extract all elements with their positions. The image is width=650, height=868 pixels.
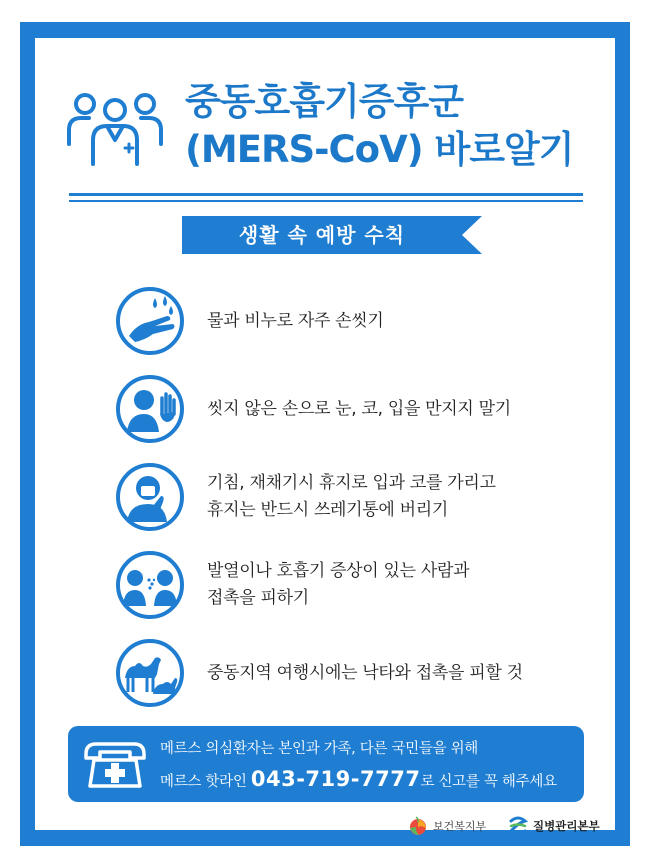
- hotline-box: [68, 726, 584, 802]
- rule-text: [207, 638, 523, 708]
- avoid-contact-icon: [115, 550, 185, 620]
- hotline-prefix: 메르스 핫라인: [160, 774, 251, 790]
- hotline-line-1: 메르스 의심환자는 본인과 가족, 다른 국민들을 위해: [160, 741, 479, 757]
- hotline-number[interactable]: 043-719-7777: [250, 767, 421, 791]
- section-banner-label: 생활 속 예방 수칙: [238, 223, 406, 247]
- kcdc-logo: [507, 814, 600, 838]
- hotline-suffix: 로 신고를 꼭 해주세요: [420, 774, 557, 790]
- rule-line: 기침, 재채기시 휴지로 입과 코를 가리고: [207, 473, 496, 493]
- rule-text: [207, 462, 496, 532]
- rule-text: [207, 286, 384, 356]
- no-touching-face-icon: [115, 374, 185, 444]
- rule-item-hand-washing: [115, 286, 595, 356]
- hand-washing-icon: [115, 286, 185, 356]
- hotline-text: [160, 734, 557, 797]
- rule-item-camel: [115, 638, 595, 708]
- header-divider-thin: [69, 200, 583, 202]
- section-banner: [182, 216, 482, 254]
- rule-item-no-touching: [115, 374, 595, 444]
- rule-line: 중동지역 여행시에는 낙타와 접촉을 피할 것: [207, 662, 523, 683]
- poster-frame: [20, 22, 630, 846]
- rule-item-cough-cover: [115, 462, 595, 532]
- kcdc-emblem-icon: [507, 815, 529, 837]
- ministry-logo: [407, 814, 486, 838]
- rule-item-avoid-contact: [115, 550, 595, 620]
- header-divider-thick: [69, 193, 583, 196]
- rule-line: 발열이나 호흡기 증상이 있는 사람과: [207, 561, 470, 581]
- ministry-name: 보건복지부: [433, 820, 487, 833]
- rule-line: 접촉을 피하기: [207, 588, 309, 608]
- covering-cough-icon: [115, 462, 185, 532]
- page-title: [185, 78, 573, 174]
- hotline-line-2: [160, 764, 557, 797]
- rule-text: [207, 374, 511, 444]
- rule-text: [207, 550, 469, 620]
- kcdc-name: 질병관리본부: [533, 819, 600, 833]
- rule-line: 물과 비누로 자주 손씻기: [207, 310, 384, 331]
- poster-panel: [35, 38, 615, 833]
- rule-line: 씻지 않은 손으로 눈, 코, 입을 만지지 말기: [207, 398, 511, 419]
- title-line-1: 중동호흡기증후군: [185, 80, 463, 123]
- telephone-icon: [82, 738, 148, 790]
- rule-line: 휴지는 반드시 쓰레기통에 버리기: [207, 500, 449, 520]
- title-line-2: (MERS-CoV) 바로알기: [185, 128, 574, 171]
- medical-staff-icon: [65, 88, 165, 168]
- camel-icon: [115, 638, 185, 708]
- footer-logos: [407, 814, 607, 838]
- ministry-emblem-icon: [407, 815, 429, 837]
